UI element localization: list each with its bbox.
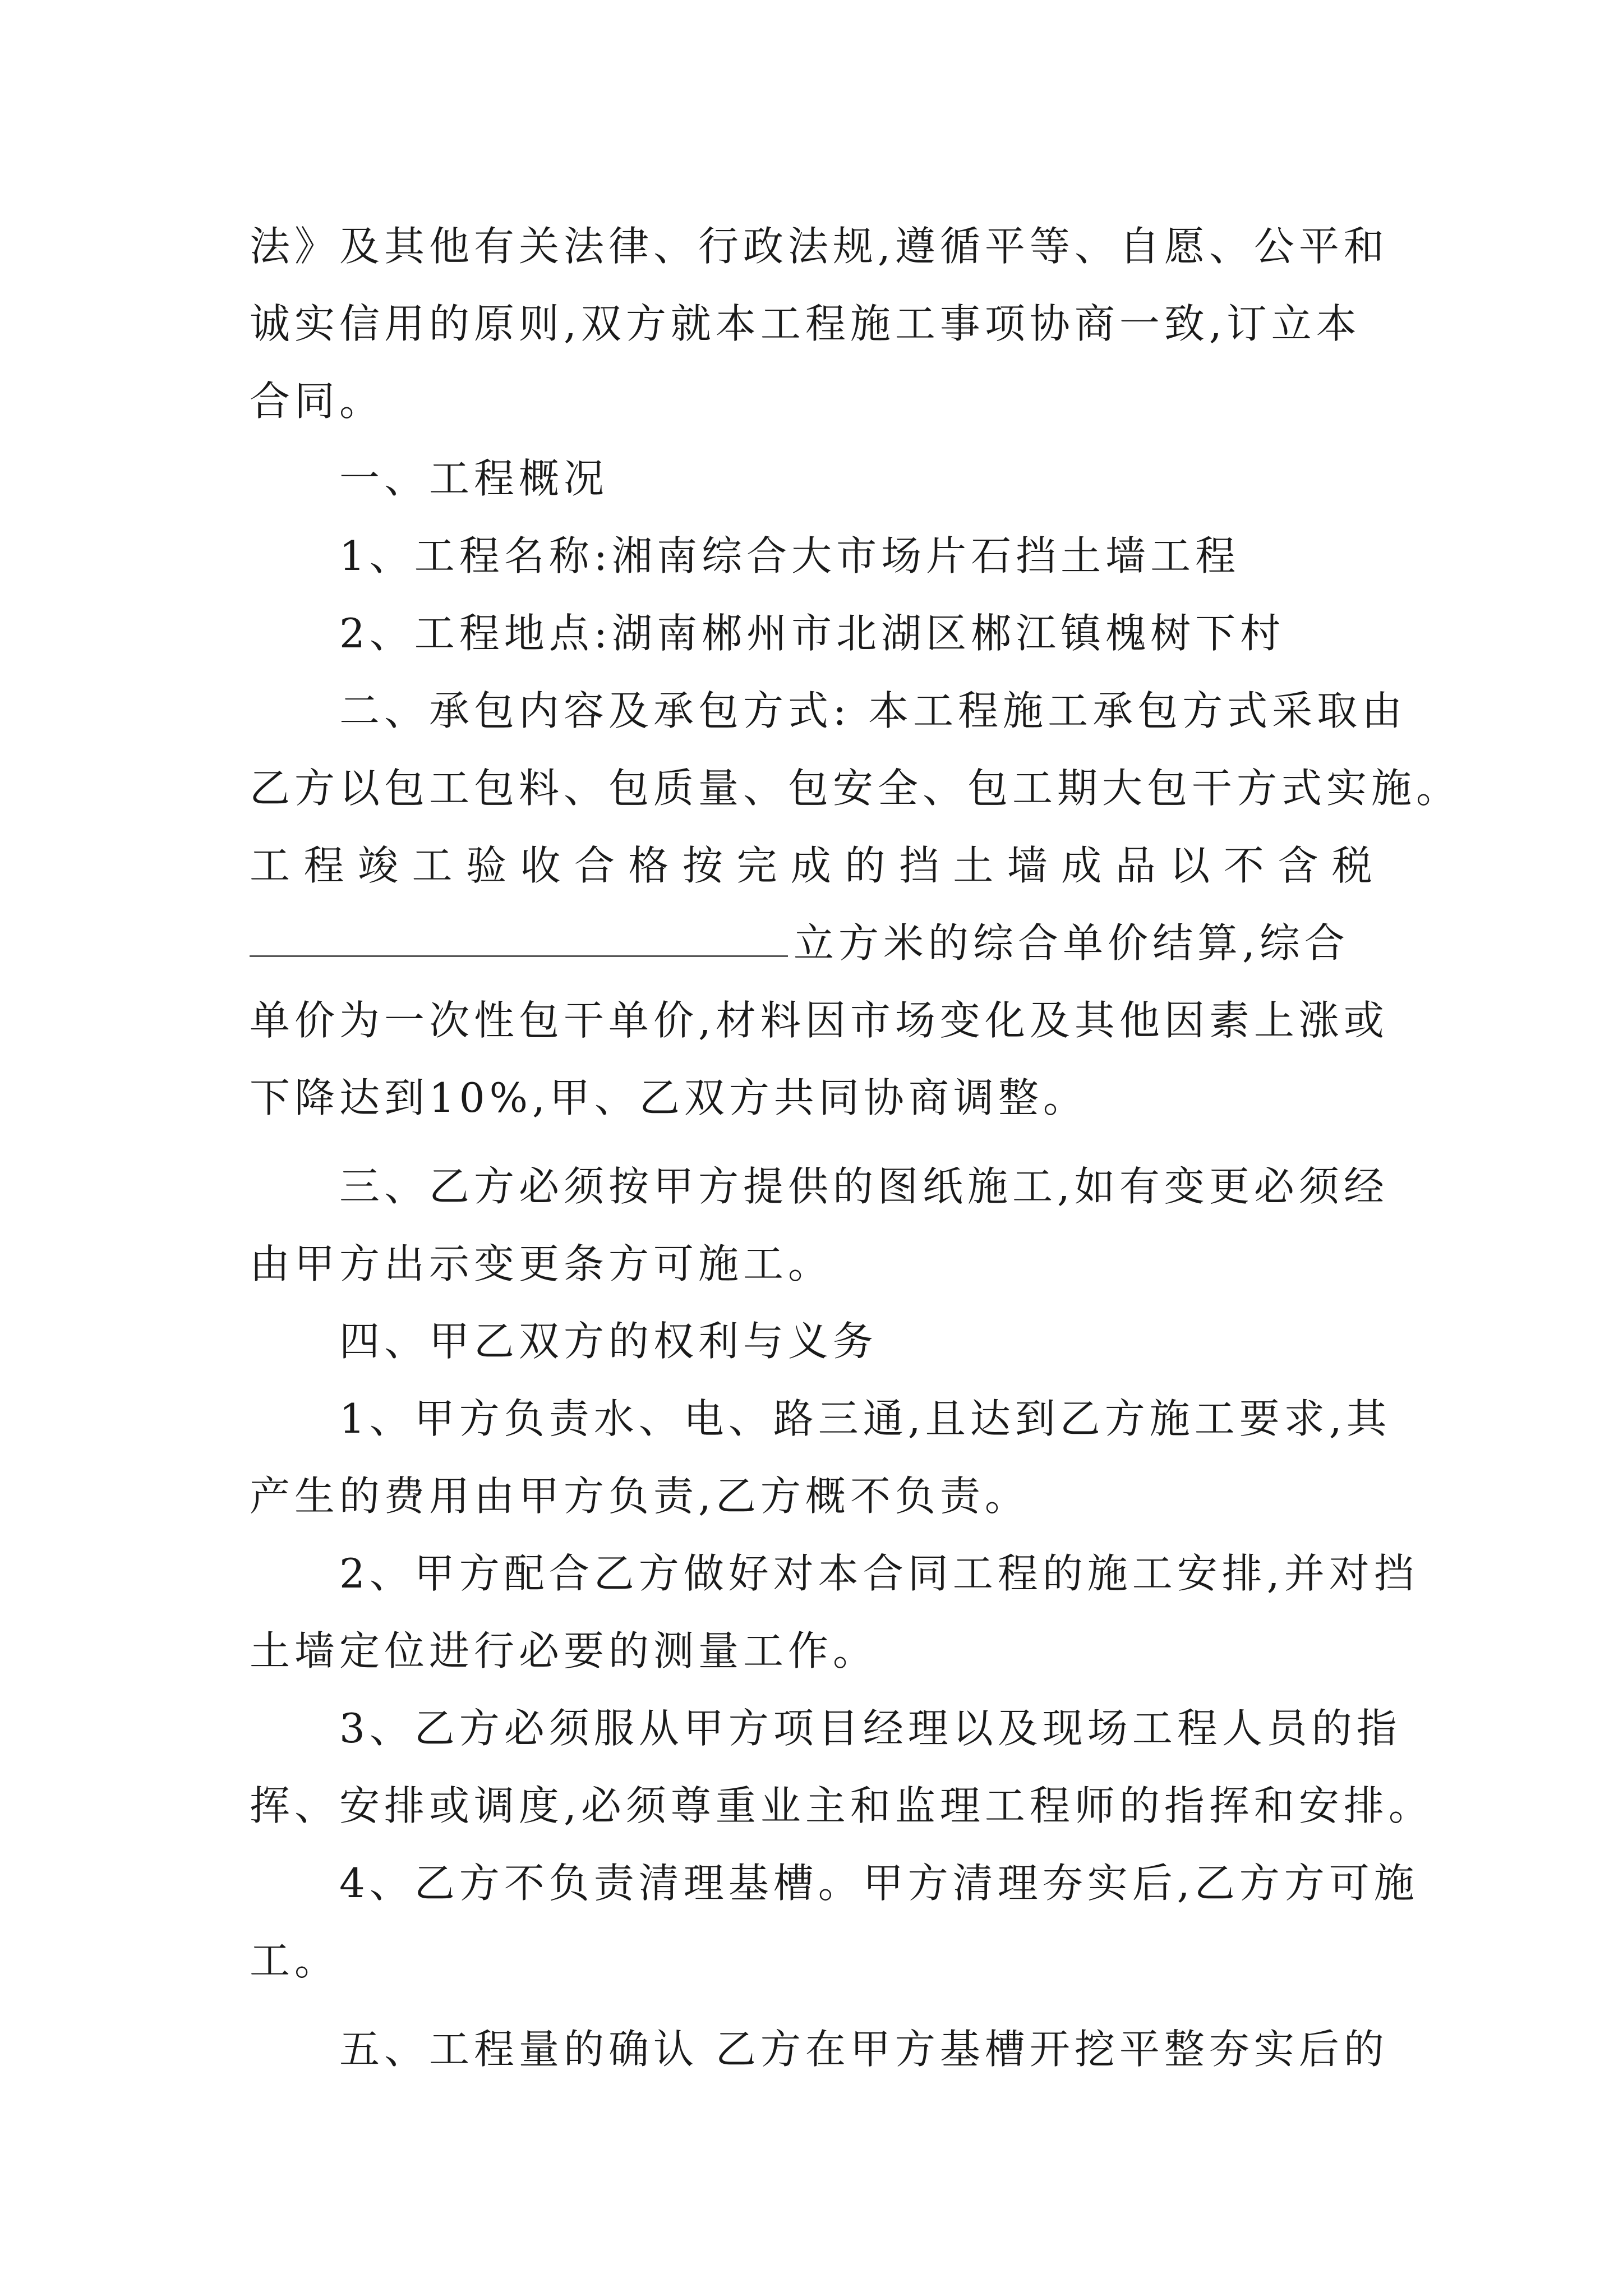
spread-char: 税 bbox=[1331, 842, 1377, 889]
item-obey-manager bbox=[250, 1690, 1433, 1844]
spread-char: 含 bbox=[1278, 842, 1323, 889]
fill-in-blank bbox=[250, 916, 788, 957]
spread-char: 工 bbox=[412, 842, 457, 889]
section-quantity-confirmation bbox=[250, 2010, 1389, 2088]
text-line: 一、工程概况 bbox=[339, 455, 609, 502]
spread-char: 按 bbox=[682, 842, 727, 889]
section-drawings bbox=[250, 1148, 1389, 1303]
text-line: 二、承包内容及承包方式: 本工程施工承包方式采取由 bbox=[339, 687, 1407, 734]
section-heading-rights bbox=[250, 1303, 1377, 1380]
spread-char: 土 bbox=[953, 842, 998, 889]
spread-char: 合 bbox=[574, 842, 619, 889]
spread-char: 工 bbox=[250, 842, 295, 889]
text-after-blank: 立方米的综合单价结算,综合 bbox=[794, 919, 1349, 967]
text-line: 下降达到10%,甲、乙双方共同协商调整。 bbox=[250, 1074, 1088, 1121]
text-line-spread bbox=[250, 827, 1377, 904]
item-survey bbox=[250, 1535, 1419, 1690]
spread-char: 格 bbox=[628, 842, 674, 889]
text-line: 由甲方出示变更条方可施工。 bbox=[250, 1240, 833, 1287]
spread-char: 的 bbox=[845, 842, 890, 889]
text-line: 合同。 bbox=[250, 378, 385, 425]
text-line: 2、甲方配合乙方做好对本合同工程的施工安排,并对挡 bbox=[339, 1550, 1419, 1597]
spread-char: 完 bbox=[736, 842, 782, 889]
text-line: 乙方以包工包料、包质量、包安全、包工期大包干方式实施。 bbox=[250, 765, 1461, 812]
text-line: 挥、安排或调度,必须尊重业主和监理工程师的指挥和安排。 bbox=[250, 1782, 1433, 1829]
spread-char: 成 bbox=[1061, 842, 1106, 889]
spread-char: 验 bbox=[465, 842, 511, 889]
text-line: 产生的费用由甲方负责,乙方概不负责。 bbox=[250, 1473, 1030, 1520]
text-line: 诚实信用的原则,双方就本工程施工事项协商一致,订立本 bbox=[250, 300, 1361, 347]
spread-char: 成 bbox=[790, 842, 836, 889]
paragraph-preamble bbox=[250, 208, 1389, 440]
text-line: 三、乙方必须按甲方提供的图纸施工,如有变更必须经 bbox=[339, 1163, 1389, 1210]
text-line: 1、甲方负责水、电、路三通,且达到乙方施工要求,其 bbox=[339, 1395, 1391, 1442]
text-line: 工。 bbox=[250, 1937, 340, 1984]
item-project-name bbox=[250, 517, 1377, 595]
section-heading-overview bbox=[250, 440, 1377, 517]
spread-char: 墙 bbox=[1007, 842, 1052, 889]
document-body bbox=[250, 208, 1461, 2088]
text-line: 4、乙方不负责清理基槽。甲方清理夯实后,乙方方可施 bbox=[339, 1860, 1419, 1907]
spread-char: 程 bbox=[303, 842, 349, 889]
text-line: 四、甲乙双方的权利与义务 bbox=[339, 1318, 878, 1365]
text-line: 单价为一次性包干单价,材料因市场变化及其他因素上涨或 bbox=[250, 997, 1389, 1044]
text-line: 法》及其他有关法律、行政法规,遵循平等、自愿、公平和 bbox=[250, 223, 1389, 270]
item-project-location bbox=[250, 595, 1377, 672]
spread-char: 竣 bbox=[357, 842, 403, 889]
item-foundation-trench bbox=[250, 1844, 1419, 1999]
text-line: 2、工程地点:湖南郴州市北湖区郴江镇槐树下村 bbox=[339, 610, 1285, 657]
spread-char: 挡 bbox=[898, 842, 944, 889]
text-line: 1、工程名称:湘南综合大市场片石挡土墙工程 bbox=[339, 532, 1241, 579]
spread-char: 以 bbox=[1169, 842, 1215, 889]
spread-char: 品 bbox=[1115, 842, 1160, 889]
text-line-with-blank bbox=[250, 904, 1377, 982]
text-line: 五、工程量的确认 乙方在甲方基槽开挖平整夯实后的 bbox=[339, 2026, 1389, 2073]
item-utilities bbox=[250, 1380, 1391, 1535]
spread-char: 不 bbox=[1223, 842, 1269, 889]
text-line: 土墙定位进行必要的测量工作。 bbox=[250, 1627, 878, 1674]
text-line: 3、乙方必须服从甲方项目经理以及现场工程人员的指 bbox=[339, 1705, 1401, 1752]
section-contract-scope bbox=[250, 672, 1461, 1137]
spread-char: 收 bbox=[520, 842, 565, 889]
